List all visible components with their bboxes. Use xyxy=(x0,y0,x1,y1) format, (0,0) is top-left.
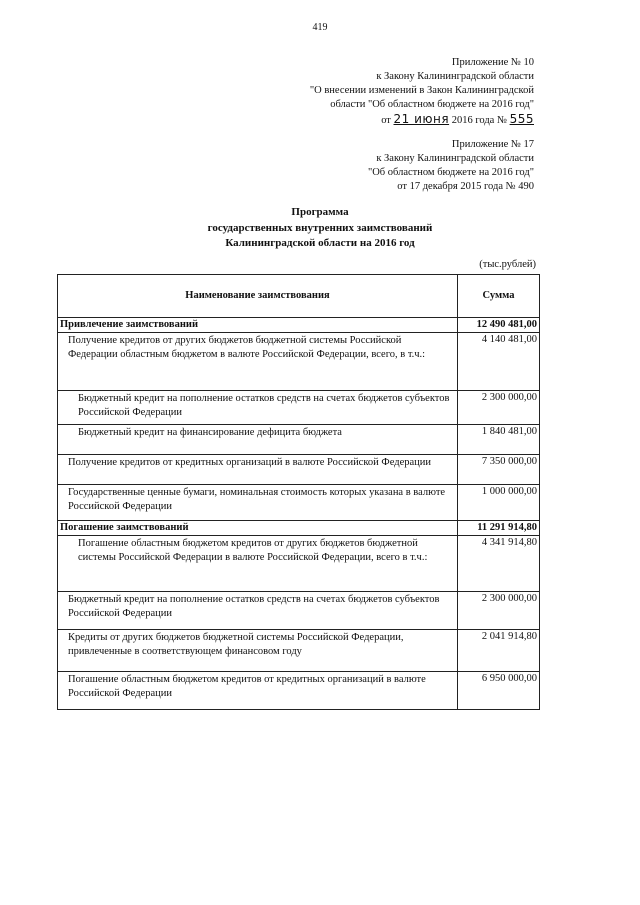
date-prefix: от xyxy=(381,115,391,126)
appendix-amendment-line3: "О внесении изменений в Закон Калининградской xyxy=(309,85,534,96)
table-row-section xyxy=(58,521,540,536)
table-row xyxy=(58,672,540,710)
appendix-original-line4: от 17 декабря 2015 года № 490 xyxy=(397,181,534,192)
row-amount: 1 840 481,00 xyxy=(458,425,540,455)
row-name: Получение кредитов от кредитных организаций в валюте Российской Федерации xyxy=(58,455,458,485)
appendix-amendment-date xyxy=(310,112,534,128)
table-row xyxy=(58,333,540,391)
row-amount: 2 041 914,80 xyxy=(458,630,540,672)
table-row xyxy=(58,485,540,521)
table-header-row xyxy=(58,275,540,318)
table-row xyxy=(58,455,540,485)
row-amount: 6 950 000,00 xyxy=(458,672,540,710)
title-line2: государственных внутренних заимствований xyxy=(207,221,433,234)
row-name: Кредиты от других бюджетов бюджетной системы Российской Федерации, привлеченные в соответствующем финансовом году xyxy=(58,630,458,672)
row-amount: 4 140 481,00 xyxy=(458,333,540,391)
appendix-original-line3: "Об областном бюджете на 2016 год" xyxy=(367,167,534,178)
appendix-amendment-line4: области "Об областном бюджете на 2016 год" xyxy=(330,99,534,110)
table-row xyxy=(58,630,540,672)
row-name: Погашение областным бюджетом кредитов от кредитных организаций в валюте Российской Федерации xyxy=(58,672,458,710)
table-row xyxy=(58,592,540,630)
row-amount: 7 350 000,00 xyxy=(458,455,540,485)
table-row xyxy=(58,391,540,425)
handwritten-number: 555 xyxy=(509,112,534,126)
table-row xyxy=(58,425,540,455)
appendix-amendment-block xyxy=(310,56,534,128)
header-name: Наименование заимствования xyxy=(58,275,458,318)
table-row-section xyxy=(58,318,540,333)
document-title xyxy=(0,205,640,252)
units-label: (тыс.рублей) xyxy=(479,259,536,270)
row-name: Погашение областным бюджетом кредитов от других бюджетов бюджетной системы Российской Федерации в валюте Российской Федерации, всего в т.ч.: xyxy=(58,536,458,592)
page-number: 419 xyxy=(312,22,328,33)
row-amount: 2 300 000,00 xyxy=(458,592,540,630)
row-name: Государственные ценные бумаги, номинальная стоимость которых указана в валюте Российской Федерации xyxy=(58,485,458,521)
appendix-amendment-line2: к Закону Калининградской области xyxy=(376,71,534,82)
row-name: Бюджетный кредит на пополнение остатков средств на счетах бюджетов субъектов Российской Федерации xyxy=(58,592,458,630)
borrowings-table xyxy=(57,274,540,710)
row-amount: 12 490 481,00 xyxy=(458,318,540,333)
row-amount: 4 341 914,80 xyxy=(458,536,540,592)
handwritten-date: 21 июня xyxy=(393,112,450,126)
title-line3: Калининградской области на 2016 год xyxy=(225,237,415,249)
date-year: 2016 года № xyxy=(451,115,507,126)
appendix-original-line2: к Закону Калининградской области xyxy=(376,153,534,164)
row-amount: 1 000 000,00 xyxy=(458,485,540,521)
row-name: Получение кредитов от других бюджетов бюджетной системы Российской Федерации областным бюджетом в валюте Российской Федерации, всего, в т.ч.: xyxy=(58,333,458,391)
row-name: Бюджетный кредит на пополнение остатков средств на счетах бюджетов субъектов Российской Федерации xyxy=(58,391,458,425)
appendix-original-line1: Приложение № 17 xyxy=(451,139,534,150)
appendix-amendment-line1: Приложение № 10 xyxy=(451,57,534,68)
table-row xyxy=(58,536,540,592)
row-name: Привлечение заимствований xyxy=(58,318,458,333)
title-line1: Программа xyxy=(291,206,349,218)
row-amount: 2 300 000,00 xyxy=(458,391,540,425)
appendix-original-block xyxy=(368,138,534,194)
row-amount: 11 291 914,80 xyxy=(458,521,540,536)
row-name: Бюджетный кредит на финансирование дефицита бюджета xyxy=(58,425,458,455)
row-name: Погашение заимствований xyxy=(58,521,458,536)
header-amount: Сумма xyxy=(458,275,540,318)
